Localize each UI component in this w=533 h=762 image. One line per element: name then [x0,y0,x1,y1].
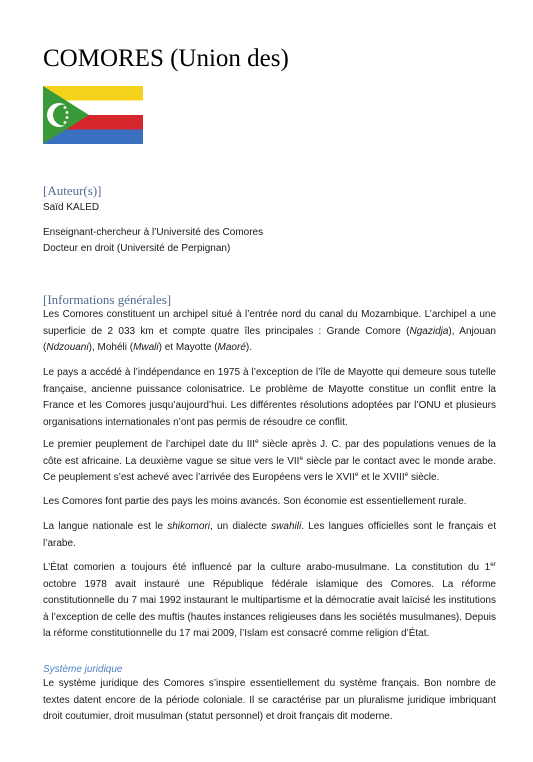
authors-heading: [Auteur(s)] [43,183,102,198]
info-paragraph-independence: Le pays a accédé à l’indépendance en 1975 à l’exception de l’île de Mayotte qui demeure sous tutelle française, ancienne puissance colonisatrice. Le problème de Mayotte constitue un conflit entre la France et les Comores jusqu’aujourd’hui. Les différentes résolutions adoptées par l’ONU et plusieurs organisations internationales n’ont pas permis de résoudre ce conflit. [43,367,496,428]
info-paragraph-language: La langue nationale est le shikomori, un dialecte swahili. Les langues officielles sont le français et l’arabe. [43,521,496,549]
info-paragraph-geography: Les Comores constituent un archipel situé à l’entrée nord du canal du Mozambique. L’archipel a une superficie de 2 033 km et compte quatre îles principales : Grande Comore (Ngazidja), Anjouan (Ndzouani), Mohéli (Mwali) et Mayotte (Maoré). [43,309,496,353]
legal-system-paragraph: Le système juridique des Comores s’inspire essentiellement du système français. Bon nombre de textes datent encore de la période coloniale. Il se caractérise par un pluralisme juridique imbriquant droit coutumier, droit musulman (statut personnel) et droit français dit moderne. [43,678,496,722]
comoros-flag [43,86,143,144]
info-paragraph-state-religion: L’État comorien a toujours été influencé par la culture arabo-musulmane. La constitution du 1er octobre 1978 avait instauré une République fédérale islamique des Comores. La réforme constitutionnelle du 7 mai 1992 instaurant le multipartisme et la démocratie avait laïcisé les institutions à l’exception de celle des muftis (hautes instances religieuses dans les sociétés musulmanes). Depuis la réforme constitutionnelle du 17 mai 2009, l’Islam est consacré comme religion d’État. [43,561,496,639]
author-role-1: Enseignant-chercheur à l’Université des Comores [43,227,264,238]
legal-system-subheading: Système juridique [43,664,123,675]
author-role-2: Docteur en droit (Université de Perpignan) [43,243,231,254]
author-name: Saïd KALED [43,202,100,213]
info-paragraph-settlement: Le premier peuplement de l’archipel date du IIIe siècle après J. C. par des populations venues de la côte est africaine. La deuxième vague se situe vers le VIIe siècle par le contact avec le monde arabe. Ce peuplement s’est achevé avec l’arrivée des Européens vers le XVIIe et le XVIIIe siècle. [43,438,497,483]
page-title: COMORES (Union des) [43,45,289,72]
general-info-heading: [Informations générales] [43,292,172,307]
info-paragraph-economy: Les Comores font partie des pays les moins avancés. Son économie est essentiellement rurale. [43,496,467,507]
